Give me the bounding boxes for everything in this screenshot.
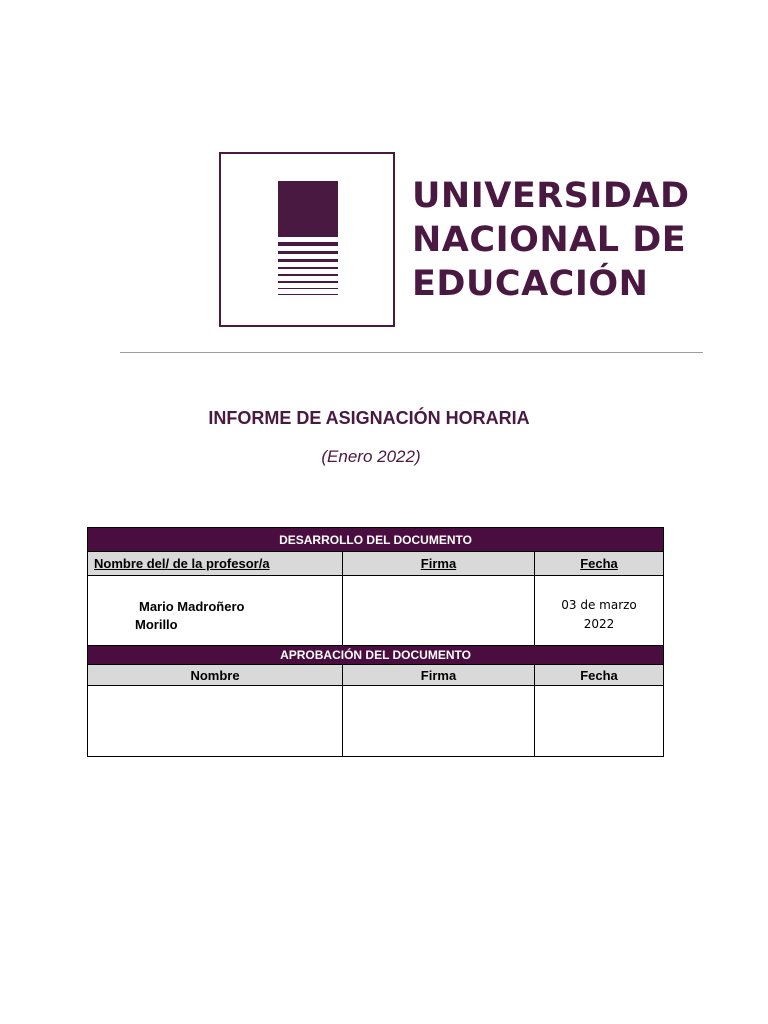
approver-signature-cell xyxy=(343,686,535,757)
date-year: 2022 xyxy=(583,616,615,631)
logo-emblem xyxy=(219,152,395,327)
logo-emblem-line xyxy=(278,267,338,269)
document-subtitle: (Enero 2022) xyxy=(321,447,421,466)
approval-column-headers xyxy=(88,665,664,686)
logo-emblem-line xyxy=(278,294,338,295)
column-header-date: Fecha xyxy=(535,552,664,576)
table-row xyxy=(88,686,664,757)
professor-name: Mario Madroñero xyxy=(139,599,245,614)
date-cell xyxy=(535,576,664,646)
logo-wordmark-line: UNIVERSIDAD xyxy=(412,176,690,216)
document-control-table xyxy=(87,527,664,757)
professor-name-cell xyxy=(88,576,343,646)
logo-emblem-square xyxy=(278,181,338,237)
development-header: DESARROLLO DEL DOCUMENTO xyxy=(88,528,664,552)
logo-wordmark-line: NACIONAL DE xyxy=(412,220,687,260)
logo-emblem-line xyxy=(278,274,338,276)
approval-header: APROBACIÓN DEL DOCUMENTO xyxy=(88,646,664,665)
header-divider xyxy=(120,352,703,353)
logo-emblem-line xyxy=(278,288,338,289)
column-header-name: Nombre xyxy=(88,665,343,686)
logo-wordmark-line: EDUCACIÓN xyxy=(412,264,649,304)
signature-cell xyxy=(343,576,535,646)
date-day-month: 03 de marzo xyxy=(561,597,637,612)
column-header-signature: Firma xyxy=(343,552,535,576)
logo-emblem-line xyxy=(278,281,338,283)
logo-emblem-line xyxy=(278,242,338,246)
approval-date-cell xyxy=(535,686,664,757)
logo-emblem-line xyxy=(278,259,338,262)
document-title: INFORME DE ASIGNACIÓN HORARIA xyxy=(208,408,530,428)
table-row xyxy=(88,576,664,646)
column-header-signature: Firma xyxy=(343,665,535,686)
column-header-date: Fecha xyxy=(535,665,664,686)
logo-wordmark xyxy=(412,174,690,306)
column-header-name: Nombre del/ de la profesor/a xyxy=(88,552,343,576)
approval-band xyxy=(88,646,664,665)
professor-surname: Morillo xyxy=(135,617,178,632)
logo-emblem-line xyxy=(278,251,338,254)
approver-name-cell xyxy=(88,686,343,757)
development-column-headers xyxy=(88,552,664,576)
development-band xyxy=(88,528,664,552)
